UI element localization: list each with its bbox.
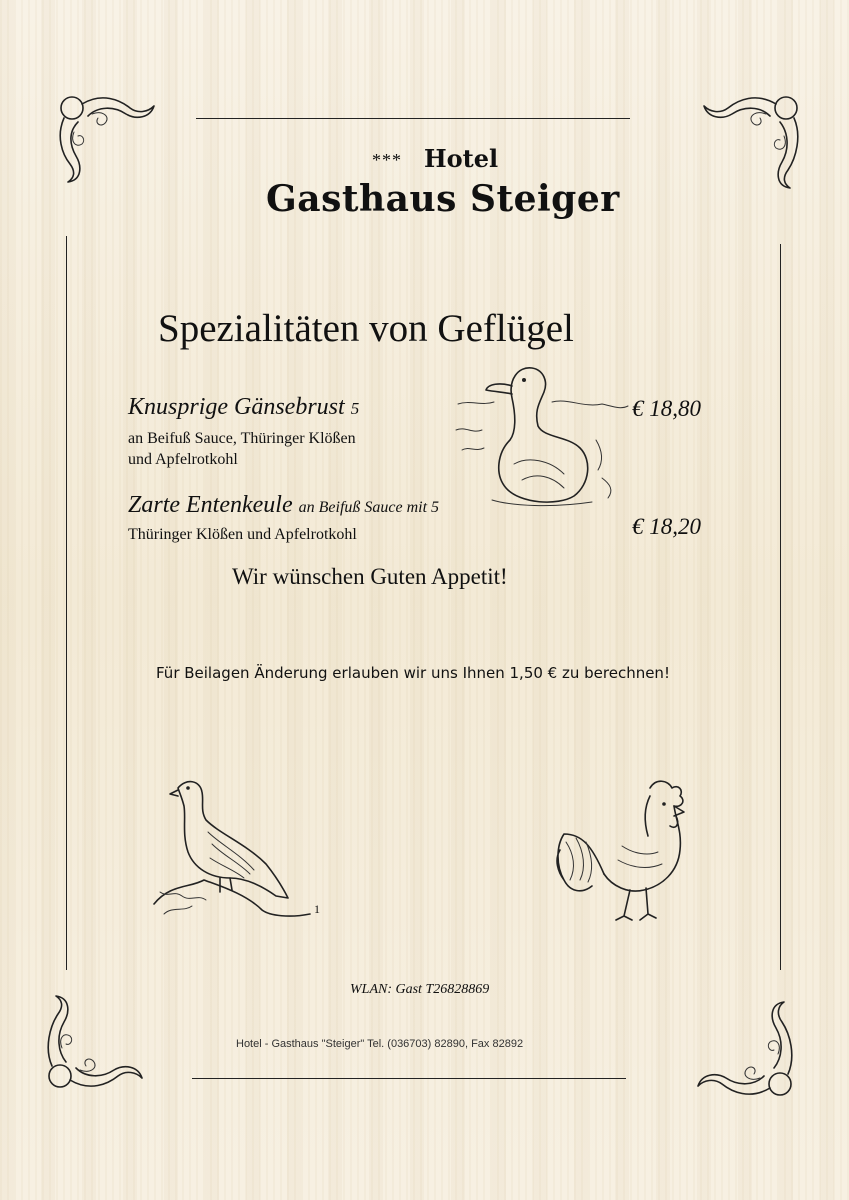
dish-note: 5: [350, 399, 360, 418]
duck-illustration: [452, 360, 632, 510]
dish-description-line: an Beifuß Sauce, Thüringer Klößen: [128, 430, 356, 447]
top-rule: [196, 118, 630, 119]
bottom-rule: [192, 1078, 626, 1079]
dish-title: Zarte Entenkeule: [128, 492, 293, 518]
hotel-stars: ***: [372, 150, 402, 170]
wlan-info: WLAN: Gast T26828869: [350, 982, 490, 997]
dish-description-line: und Apfelrotkohl: [128, 451, 238, 468]
corner-ornament-top-right: [696, 92, 806, 192]
dish-name: [128, 394, 359, 421]
pigeon-illustration: [150, 774, 320, 924]
dish-name: [128, 492, 439, 519]
hotel-label: Hotel: [424, 144, 499, 173]
illustration-mark: 1: [314, 902, 320, 916]
dish-price: € 18,20: [632, 514, 701, 539]
dish-description: [128, 428, 356, 470]
corner-ornament-bottom-left: [40, 994, 150, 1094]
dish-title: Knusprige Gänsebrust: [128, 394, 345, 420]
right-rule: [780, 244, 781, 970]
left-rule: [66, 236, 67, 970]
corner-ornament-bottom-right: [690, 998, 800, 1102]
contact-footer: Hotel - Gasthaus "Steiger" Tel. (036703) 82890, Fax 82892: [236, 1038, 524, 1050]
menu-title: Spezialitäten von Geflügel: [158, 307, 574, 350]
rooster-illustration: [552, 776, 702, 926]
dish-description-line: Thüringer Klößen und Apfelrotkohl: [128, 526, 357, 543]
dish-description: [128, 524, 357, 545]
closing-greeting: Wir wünschen Guten Appetit!: [232, 564, 508, 589]
dish-price: € 18,80: [632, 396, 701, 421]
side-dish-notice: Für Beilagen Änderung erlauben wir uns Ihnen 1,50 € zu berechnen!: [156, 664, 670, 682]
corner-ornament-top-left: [52, 92, 162, 182]
hotel-name: Gasthaus Steiger: [266, 178, 620, 220]
dish-note: an Beifuß Sauce mit 5: [298, 499, 440, 516]
